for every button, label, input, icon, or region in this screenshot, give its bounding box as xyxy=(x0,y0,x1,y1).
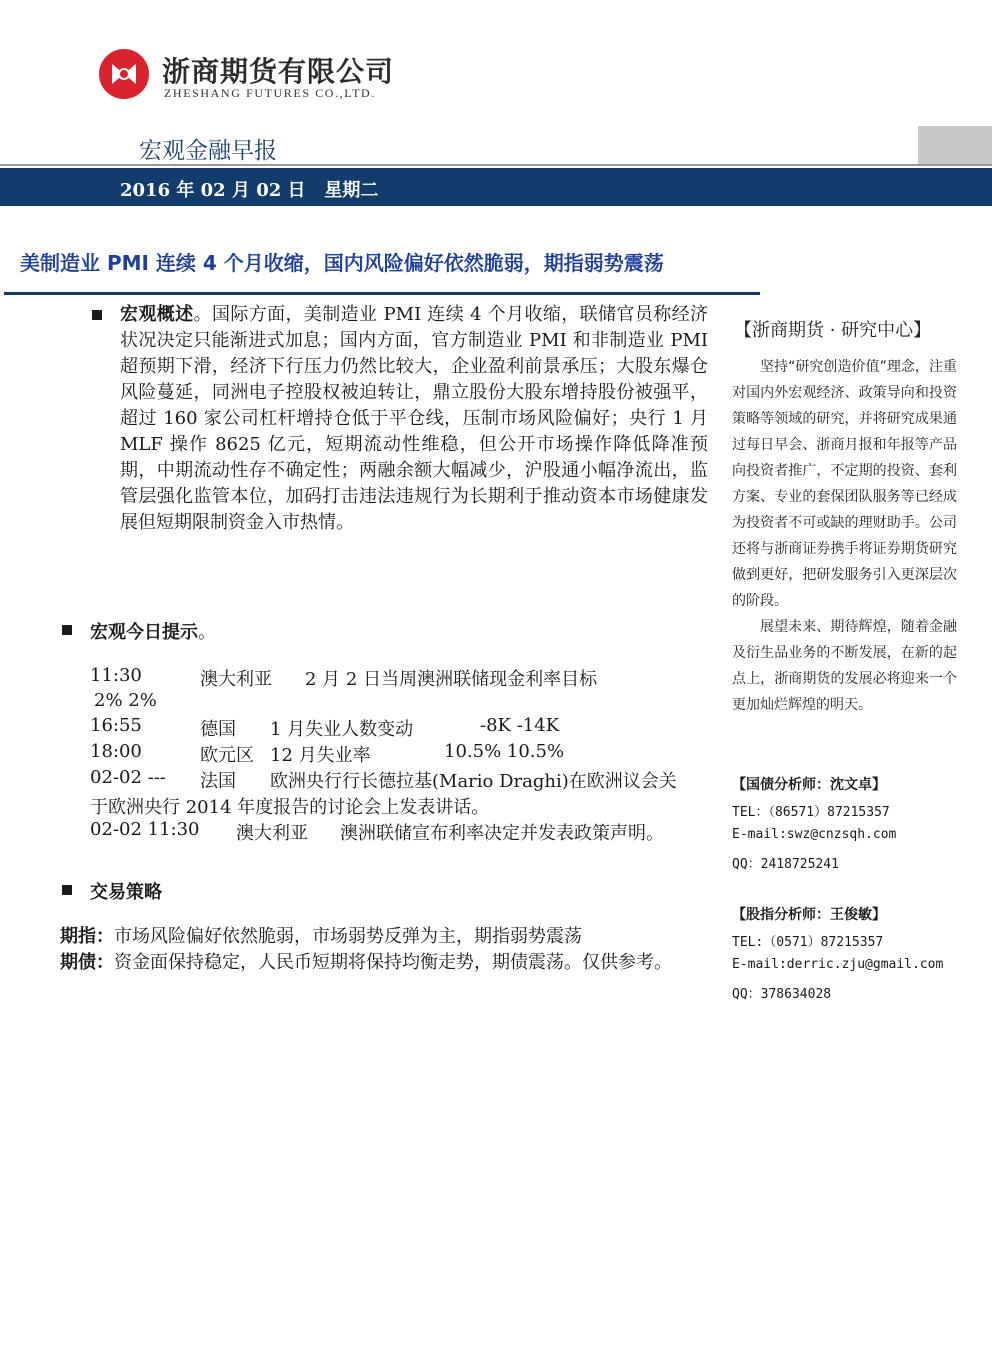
event-values: -8K -14K xyxy=(480,715,560,736)
analyst-email[interactable]: E-mail:swz@cnzsqh.com xyxy=(732,827,897,842)
event-time: 11:30 xyxy=(90,665,142,686)
date-value: 2016 年 02 月 02 日 xyxy=(120,180,306,201)
weekday: 星期二 xyxy=(324,180,379,201)
analyst-email[interactable]: E-mail:derric.zju@gmail.com xyxy=(732,957,944,972)
overview-paragraph xyxy=(120,302,708,536)
event-time: 02-02 --- xyxy=(90,767,166,788)
sidebar-title: 【浙商期货 · 研究中心】 xyxy=(734,320,932,341)
event-region: 澳大利亚 xyxy=(236,823,308,844)
event-time: 02-02 11:30 xyxy=(90,819,200,840)
event-region: 欧元区 xyxy=(200,745,254,766)
strategy-heading: 交易策略 xyxy=(90,882,162,903)
event-time: 16:55 xyxy=(90,715,142,736)
overview-label: 宏观概述 xyxy=(120,304,194,325)
company-logo-icon xyxy=(98,48,150,100)
event-desc-cont: 于欧洲央行 2014 年度报告的讨论会上发表讲话。 xyxy=(90,797,490,818)
header-decor-block xyxy=(918,126,992,165)
event-desc: 1 月失业人数变动 xyxy=(270,719,414,740)
analyst-tel: TEL:（0571）87215357 xyxy=(732,935,884,950)
analyst-title: 【股指分析师：王俊敏】 xyxy=(732,907,886,923)
bullet-icon xyxy=(62,625,72,635)
event-desc: 2 月 2 日当周澳洲联储现金利率目标 xyxy=(305,669,598,690)
analyst-tel: TEL：（86571）87215357 xyxy=(732,805,890,820)
analyst-title: 【国债分析师：沈文卓】 xyxy=(732,777,886,793)
company-name-en: ZHESHANG FUTURES CO.,LTD. xyxy=(164,86,376,100)
strategy-text: 市场风险偏好依然脆弱，市场弱势反弹为主，期指弱势震荡 xyxy=(114,926,582,947)
event-desc: 欧洲央行行长德拉基(Mario Draghi)在欧洲议会关 xyxy=(270,771,677,792)
headline-divider xyxy=(4,292,760,295)
header-divider xyxy=(0,164,992,166)
strategy-label: 期指 xyxy=(60,926,96,947)
today-heading xyxy=(90,618,216,644)
strategy-text: 资金面保持稳定，人民币短期将保持均衡走势，期债震荡。仅供参考。 xyxy=(114,952,672,973)
headline: 美制造业 PMI 连续 4 个月收缩，国内风险偏好依然脆弱，期指弱势震荡 xyxy=(20,251,664,275)
overview-text: 。国际方面，美制造业 PMI 连续 4 个月收缩，联储官员称经济状况决定只能渐进式加息；国内方面，官方制造业 PMI 和非制造业 PMI 超预期下滑，经济下行压力仍然比较大，企业盈利前景承压；大股东爆仓风险蔓延，同洲电子控股权被迫转让，鼎立股份大股东增持股份被强平，超过 160 家公司杠杆增持仓低于平仓线，压制市场风险偏好；央行 1 月 MLF 操作 8625 亿元，短期流动性维稳，但公开市场操作降低降准预期，中期流动性存不确定性；两融余额大幅减少，沪股通小幅净流出，监管层强化监管本位，加码打击违法违规行为长期利于推动资本市场健康发展但短期限制资金入市热情。 xyxy=(120,304,709,533)
event-values: 10.5% 10.5% xyxy=(444,741,565,762)
report-title: 宏观金融早报 xyxy=(139,138,277,164)
event-region: 德国 xyxy=(200,719,236,740)
sidebar-outlook: 展望未来、期待辉煌，随着金融及衍生品业务的不断发展，在新的起点上，浙商期货的发展必将迎来一个更加灿烂辉煌的明天。 xyxy=(732,619,957,713)
event-region: 澳大利亚 xyxy=(200,669,272,690)
event-values: 2% 2% xyxy=(94,690,157,711)
today-heading-suffix: 。 xyxy=(198,622,216,643)
event-time: 18:00 xyxy=(90,741,142,762)
strategy-sep: ： xyxy=(96,926,114,947)
analyst-qq: QQ：2418725241 xyxy=(732,857,839,872)
analyst-qq: QQ：378634028 xyxy=(732,987,832,1002)
company-name-cn: 浙商期货有限公司 xyxy=(162,55,395,88)
strategy-sep: ： xyxy=(96,952,114,973)
today-heading-text: 宏观今日提示 xyxy=(90,622,198,643)
sidebar-intro: 坚持“研究创造价值”理念，注重对国内外宏观经济、政策导向和投资策略等领域的研究，并将研究成果通过每日早会、浙商月报和年报等产品向投资者推广，不定期的投资、套利方案、专业的套保团队服务等已经成为投资者不可或缺的理财助手。公司还将与浙商证券携手将证券期货研究做到更好，把研发服务引入更深层次的阶段。 xyxy=(732,359,957,609)
event-desc: 澳洲联储宣布利率决定并发表政策声明。 xyxy=(340,823,664,844)
strategy-item xyxy=(60,950,708,976)
event-desc: 12 月失业率 xyxy=(270,745,371,766)
report-date xyxy=(120,176,378,202)
bullet-icon xyxy=(62,885,72,895)
event-row xyxy=(90,665,142,686)
bullet-icon xyxy=(92,310,102,320)
event-region: 法国 xyxy=(200,771,236,792)
strategy-item xyxy=(60,924,708,950)
strategy-label: 期债 xyxy=(60,952,96,973)
